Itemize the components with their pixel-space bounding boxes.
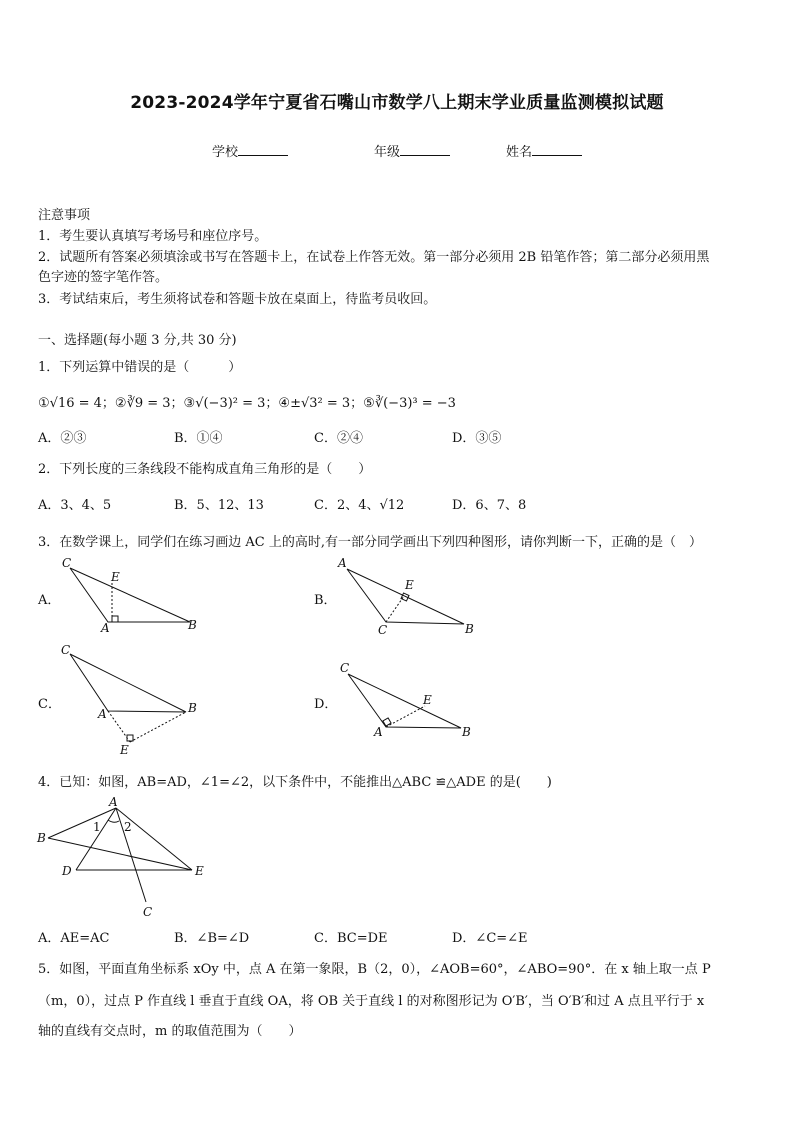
q3-label-d: D． <box>314 697 338 712</box>
svg-text:E: E <box>195 864 204 878</box>
page-title: 2023-2024学年宁夏省石嘴山市数学八上期末学业质量监测模拟试题 <box>130 93 664 113</box>
svg-text:E: E <box>111 570 120 584</box>
svg-text:D: D <box>62 864 72 878</box>
q1-option-d: D．③⑤ <box>452 431 502 446</box>
svg-text:C: C <box>340 661 350 675</box>
svg-text:C: C <box>378 623 388 637</box>
q1-stem: 1．下列运算中错误的是（ ） <box>38 360 242 375</box>
svg-text:E: E <box>120 743 129 757</box>
q2-option-d: D．6、7、8 <box>452 498 527 513</box>
svg-text:B: B <box>37 831 46 845</box>
svg-text:B: B <box>188 618 197 632</box>
q2-option-c: C．2、4、√12 <box>314 498 405 513</box>
q1-option-a: A．②③ <box>38 431 87 446</box>
q2-option-b: B．5、12、13 <box>174 498 264 513</box>
q4-option-a: A．AE=AC <box>38 931 110 946</box>
q3-label-a: A． <box>38 593 61 608</box>
q4-option-d: D．∠C=∠E <box>452 931 528 946</box>
svg-text:C: C <box>61 643 71 657</box>
q4-option-b: B．∠B=∠D <box>174 931 250 946</box>
svg-text:C: C <box>143 905 153 919</box>
svg-text:A: A <box>109 795 118 809</box>
q5-line-1: 5．如图，平面直角坐标系 xOy 中，点 A 在第一象限，B（2，0），∠AOB=60°，∠ABO=90°．在 x 轴上取一点 P <box>38 962 711 977</box>
svg-text:B: B <box>462 725 471 739</box>
note-item-3: 3．考试结束后，考生须将试卷和答题卡放在桌面上，待监考员收回。 <box>38 292 437 307</box>
svg-text:E: E <box>423 693 432 707</box>
figure-a-labels <box>62 556 197 635</box>
svg-text:A: A <box>101 621 110 635</box>
svg-text:C: C <box>62 556 72 570</box>
figure-q4 <box>48 808 192 902</box>
figure-a <box>70 568 190 622</box>
q3-label-b: B． <box>314 593 337 608</box>
figure-q4-labels <box>36 795 204 919</box>
notes-heading: 注意事项 <box>38 208 91 223</box>
svg-text:1: 1 <box>93 820 101 834</box>
figure-c <box>70 654 186 742</box>
q1-option-c: C．②④ <box>314 431 363 446</box>
q5-line-3: 轴的直线有交点时，m 的取值范围为（ ） <box>38 1024 302 1039</box>
svg-text:A: A <box>98 707 107 721</box>
q4-option-c: C．BC=DE <box>314 931 388 946</box>
note-item-1: 1．考生要认真填写考场号和座位序号。 <box>38 229 268 244</box>
svg-text:B: B <box>188 701 197 715</box>
grade-label: 年级 <box>374 145 401 160</box>
q1-expressions: ①√16 = 4；②∛9 = 3；③√(−3)² = 3；④±√3² = 3；⑤∛(−3)³ = −3 <box>38 396 456 411</box>
svg-text:2: 2 <box>124 820 132 834</box>
svg-text:E: E <box>405 578 414 592</box>
school-label: 学校 <box>212 145 239 160</box>
svg-text:B: B <box>465 622 474 636</box>
q2-stem: 2．下列长度的三条线段不能构成直角三角形的是（ ） <box>38 462 372 477</box>
q2-option-a: A．3、4、5 <box>38 498 112 513</box>
svg-text:A: A <box>374 725 383 739</box>
q1-option-b: B．①④ <box>174 431 223 446</box>
q3-stem: 3．在数学课上，同学们在练习画边 AC 上的高时,有一部分同学画出下列四种图形，请你判断一下，正确的是（ ） <box>38 535 703 550</box>
q5-line-2: （m，0），过点 P 作直线 l 垂直于直线 OA，将 OB 关于直线 l 的对称图形记为 O′B′，当 O′B′和过 A 点且平行于 x <box>38 994 705 1009</box>
section-heading: 一、选择题(每小题 3 分,共 30 分) <box>38 333 237 348</box>
note-item-2: 2．试题所有答案必须填涂或书写在答题卡上，在试卷上作答无效。第一部分必须用 2B 铅笔作答；第二部分必须用黑 <box>38 250 710 265</box>
name-label: 姓名 <box>506 145 533 160</box>
q4-stem: 4．已知：如图，AB=AD，∠1=∠2，以下条件中，不能推出△ABC ≌△ADE 的是( ) <box>38 775 552 790</box>
figure-d <box>348 674 461 728</box>
svg-text:A: A <box>338 556 347 570</box>
note-item-2-cont: 色字迹的签字笔作答。 <box>38 270 169 285</box>
q3-label-c: C． <box>38 697 61 712</box>
